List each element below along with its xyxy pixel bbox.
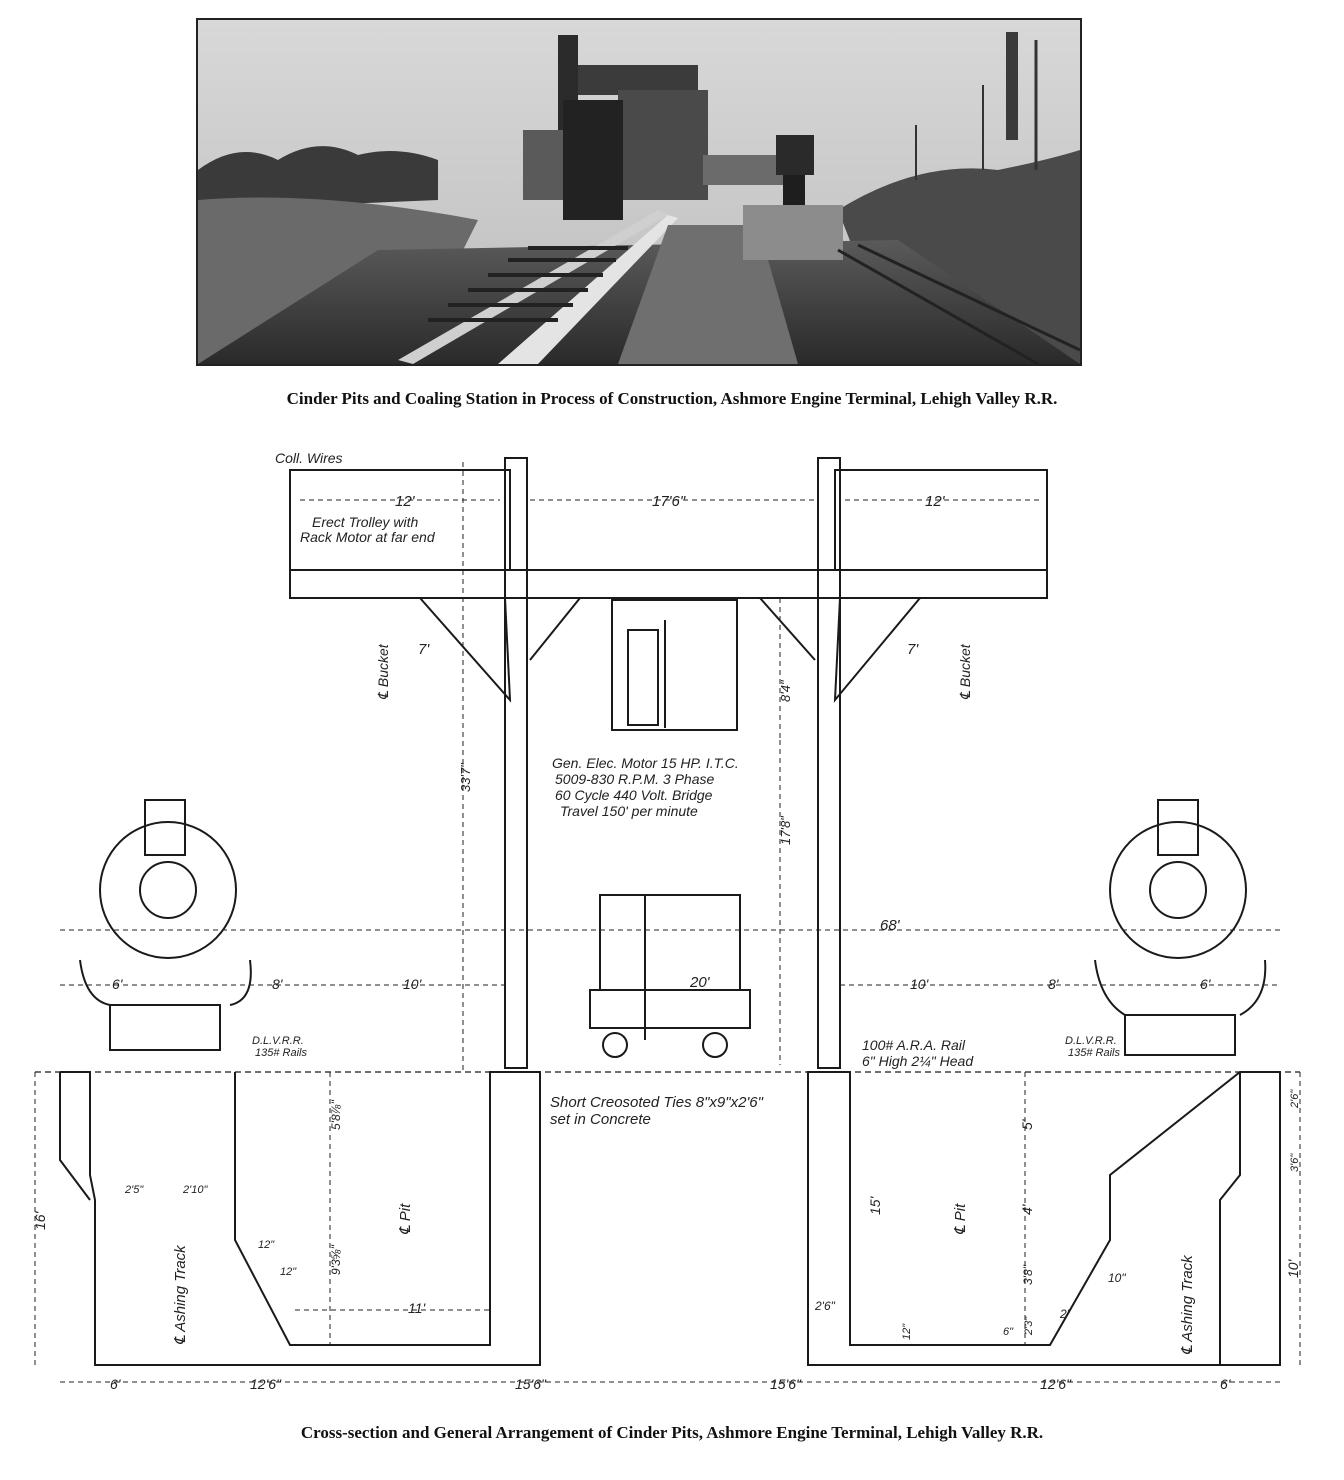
left-locomotive-boiler: [100, 822, 236, 958]
ash-car: [590, 990, 750, 1028]
motor-spec-line-3: 60 Cycle 440 Volt. Bridge: [555, 787, 713, 803]
dim-bucket-left: 7': [418, 641, 430, 658]
dim-right-10ft: 10': [1285, 1259, 1301, 1278]
ties-line-2: set in Concrete: [550, 1111, 651, 1128]
dim-top-mid: 17'6": [652, 493, 686, 510]
dim-right-6: 6': [1200, 976, 1211, 992]
ashing-track-left-label: ℄ Ashing Track: [172, 1245, 189, 1345]
rails-left-line-2: 135# Rails: [255, 1047, 307, 1059]
dim-pit-bottom: 11': [408, 1300, 426, 1316]
dim-height-b: 17'8": [778, 816, 793, 845]
dim-bucket-right: 7': [907, 641, 919, 658]
rail-right-line-2: 6" High 2¼" Head: [862, 1053, 974, 1069]
left-bracket: [420, 598, 510, 700]
ties-line-1: Short Creosoted Ties 8"x9"x2'6": [550, 1094, 763, 1111]
dim-bottom-6-left: 6': [110, 1376, 121, 1392]
dim-right-2-6: 2'6": [815, 1299, 835, 1313]
dim-bottom-12-6-right: 12'6": [1040, 1376, 1072, 1392]
dim-top-left: 12': [395, 493, 415, 510]
dim-left-6: 6': [112, 976, 123, 992]
dim-left-10: 10': [403, 976, 422, 992]
dim-right-2: 2': [1060, 1307, 1069, 1321]
dim-right-12: 12": [901, 1323, 913, 1340]
dim-left-2-5: 2'5": [125, 1184, 144, 1196]
coll-wires-label: Coll. Wires: [275, 450, 343, 466]
dim-right-10in: 10": [1108, 1271, 1126, 1285]
bucket-housing: [612, 600, 737, 730]
dim-left-5-8: 5'8⅞": [329, 1100, 343, 1130]
trolley-note-line-2: Rack Motor at far end: [300, 529, 435, 545]
dim-right-3-8: 3'8": [1021, 1265, 1035, 1285]
dim-right-4: 4': [1019, 1204, 1035, 1215]
cross-section-drawing: [0, 440, 1344, 1415]
dim-left-8: 8': [272, 976, 283, 992]
left-gantry-column: [505, 458, 527, 1068]
dim-left-12b: 12": [280, 1266, 297, 1278]
right-locomotive-boiler: [1110, 822, 1246, 958]
dim-left-9-3: 9'3⅝": [329, 1245, 343, 1275]
dim-bottom-12-6-left: 12'6": [250, 1376, 282, 1392]
dim-right-2-6b: 2'6": [1289, 1089, 1301, 1108]
dim-car-width: 20': [690, 974, 710, 991]
construction-photograph: [196, 18, 1082, 366]
dim-height-a: 8'4": [778, 680, 793, 702]
right-gantry-column: [818, 458, 840, 1068]
drawing-caption: Cross-section and General Arrangement of Cinder Pits, Ashmore Engine Terminal, Lehigh Valley R.R.: [300, 1423, 1044, 1442]
dim-bottom-15-6-right: 15'6": [770, 1376, 802, 1392]
bucket-left-label: ℄ Bucket: [375, 644, 391, 700]
dim-top-right: 12': [925, 493, 945, 510]
dim-height-total: 33'7": [458, 763, 473, 792]
bridge-beam: [290, 570, 1047, 598]
photo-caption: Cinder Pits and Coaling Station in Process of Construction, Ashmore Engine Terminal, Lehigh Valley R.R.: [286, 389, 1058, 408]
dim-bottom-15-6-left: 15'6": [515, 1376, 547, 1392]
dim-span: 68': [880, 917, 900, 934]
dim-right-5: 5': [1019, 1119, 1035, 1130]
rail-right-line-1: 100# A.R.A. Rail: [862, 1037, 965, 1053]
trolley-note-line-1: Erect Trolley with: [312, 514, 419, 530]
dim-right-15: 15': [867, 1196, 883, 1215]
photo-scene-image: [198, 20, 1080, 364]
dim-right-6in: 6": [1003, 1326, 1014, 1338]
pit-right-label: ℄ Pit: [952, 1203, 969, 1235]
dim-left-depth: 16': [32, 1211, 48, 1230]
rails-right-line-1: D.L.V.R.R.: [1065, 1035, 1117, 1047]
rails-left-line-1: D.L.V.R.R.: [252, 1035, 304, 1047]
dim-left-12a: 12": [258, 1239, 275, 1251]
dim-right-10: 10': [910, 976, 929, 992]
dim-right-2-3: 2'3": [1023, 1316, 1035, 1335]
right-pit-wall: [808, 1072, 1280, 1365]
left-pit-wall: [60, 1072, 540, 1365]
right-platform: [835, 470, 1047, 570]
cross-section-diagram: [0, 440, 1344, 1415]
pit-left-label: ℄ Pit: [397, 1203, 414, 1235]
motor-spec-line-4: Travel 150' per minute: [560, 803, 698, 819]
dim-right-8: 8': [1048, 976, 1059, 992]
motor-spec-line-1: Gen. Elec. Motor 15 HP. I.T.C.: [552, 755, 739, 771]
dim-bottom-6-right: 6': [1220, 1376, 1231, 1392]
rails-right-line-2: 135# Rails: [1068, 1047, 1120, 1059]
bucket-right-label: ℄ Bucket: [957, 644, 973, 700]
ashing-track-right-label: ℄ Ashing Track: [1179, 1255, 1196, 1355]
motor-spec-line-2: 5009-830 R.P.M. 3 Phase: [555, 771, 715, 787]
dim-left-2-10: 2'10": [183, 1184, 208, 1196]
dim-right-3-6: 3'6": [1289, 1153, 1301, 1172]
